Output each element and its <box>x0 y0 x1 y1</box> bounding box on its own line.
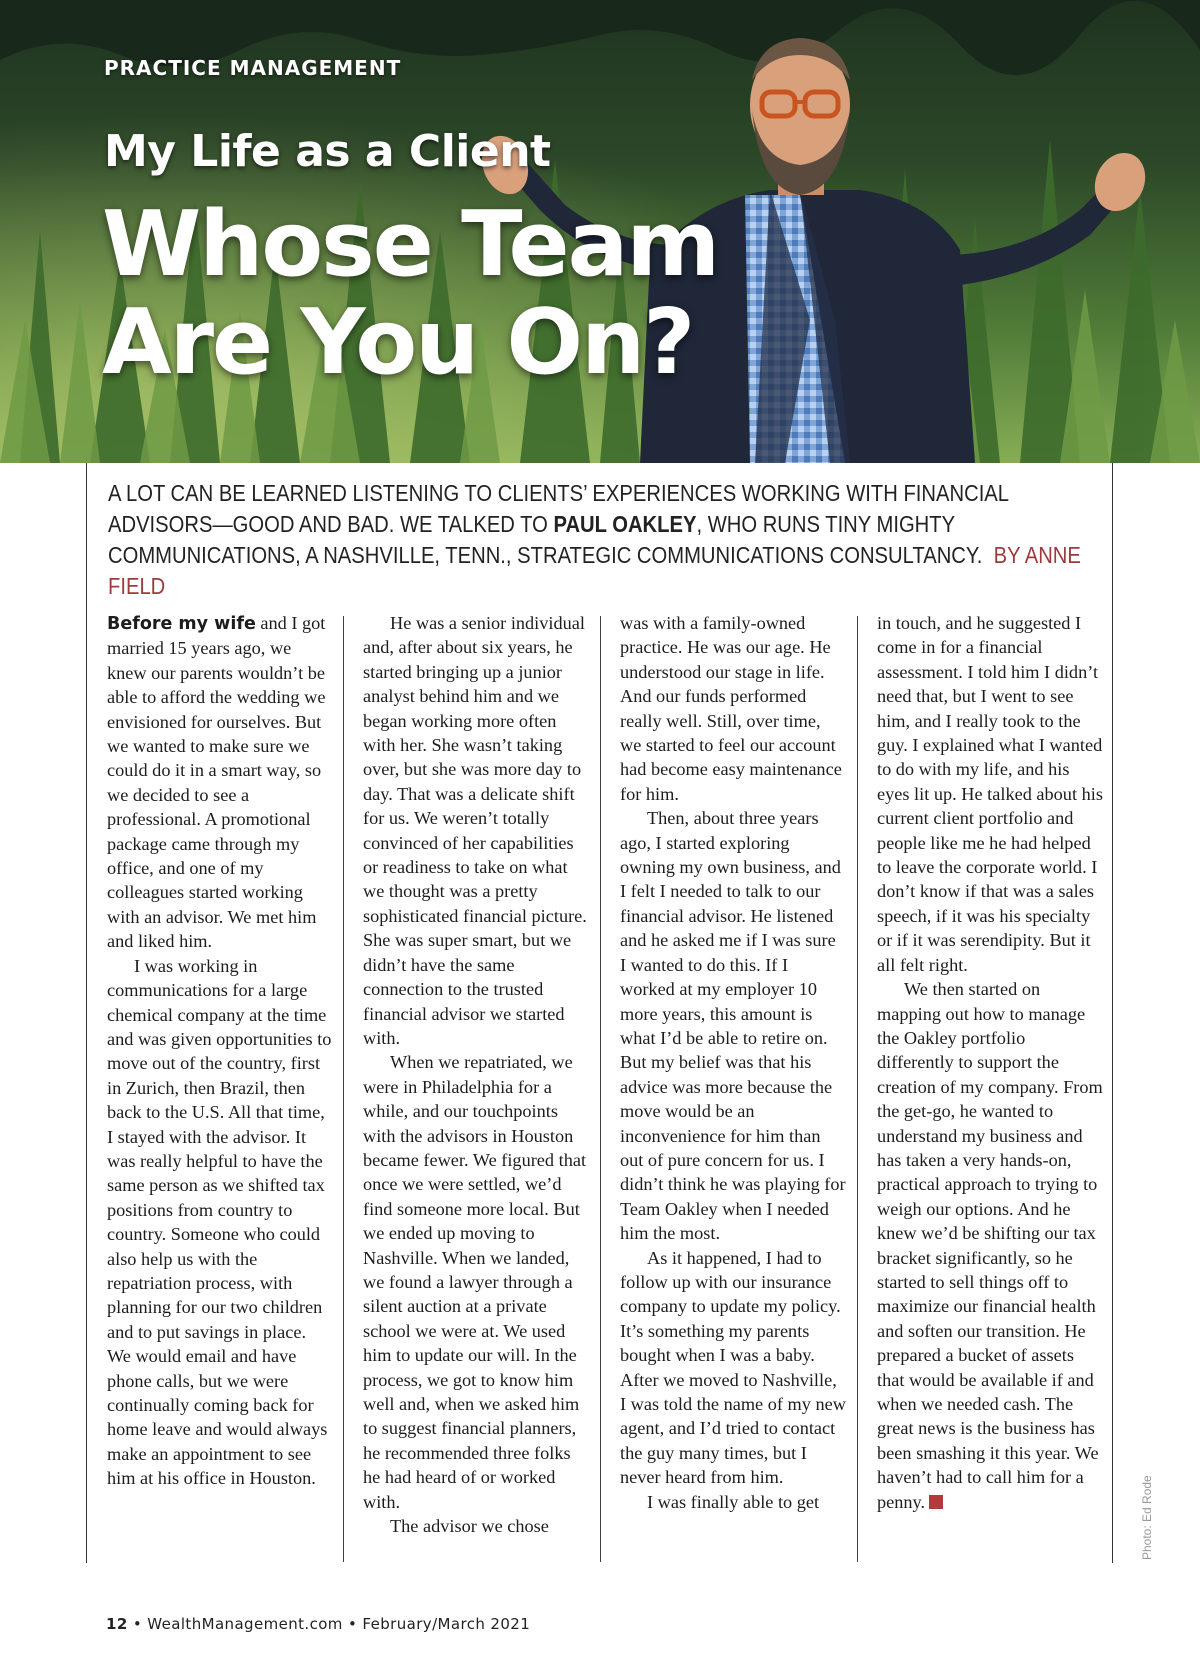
paragraph: I was working in communications for a large chemical company at the time and was given opportunities to move out of the country, first in Zurich, then Brazil, then back to the U.S. All that time, I stayed with the advisor. It was really helpful to have the same person as we shifted tax positions from country to country. Someone who could also help us with the repatriation process, with planning for our two children and to put savings in place. We would email and have phone calls, but we were continually coming back for home leave and would always make an appointment to see him at his office in Houston. <box>107 955 332 1489</box>
paragraph: He was a senior individual and, after about six years, he started bringing up a junior analyst behind him and we began working more often with her. She wasn’t taking over, but she was more day to day. That was a delicate shift for us. We weren’t totally convinced of her capabilities or readiness to take on what we thought was a pretty sophisticated financial picture. She was super smart, but we didn’t have the same connection to the trusted financial advisor we started with. <box>363 613 587 1048</box>
page-footer <box>106 1615 530 1633</box>
page-number: 12 <box>106 1615 128 1633</box>
paragraph <box>877 977 1103 1514</box>
article-column-2 <box>363 611 589 1566</box>
paragraph: was with a family-owned practice. He was our age. He understood our stage in life. And our funds performed really well. Still, over time, we started to feel our account had become easy maintenance for him. <box>620 613 842 804</box>
column-rule <box>600 616 601 1562</box>
paragraph: When we repatriated, we were in Philadelphia for a while, and our touchpoints with the advisors in Houston became fewer. We figured that once we were settled, we’d find someone more local. But we ended up moving to Nashville. When we landed, we found a lawyer through a silent auction at a private school we were at. We used him to update our will. In the process, we got to know him well and, when we asked him to suggest financial planners, he recommended three folks he had heard of or worked with. <box>363 1052 587 1512</box>
lead-in: Before my wife <box>107 614 256 634</box>
paragraph: in touch, and he suggested I come in for a financial assessment. I told him I didn’t need that, but I went to see him, and I really took to the guy. I explained what I wanted to do with my life, and his eyes lit up. He talked about his current client portfolio and people like me he had helped to leave the corporate world. I don’t know if that was a sales speech, if it was his specialty or if it was serendipity. But it all felt right. <box>877 613 1103 975</box>
article-headline <box>102 192 802 395</box>
frame-left-rule <box>86 463 87 1563</box>
article-column-4 <box>877 611 1103 1566</box>
photo-credit: Photo: Ed Rode <box>1140 1475 1154 1560</box>
deck-text-before: A LOT CAN BE LEARNED LISTENING TO CLIENTS’ EXPERIENCES WORKING WITH FINANCIAL ADVISORS—GOOD AND BAD. WE TALKED TO <box>108 480 1009 537</box>
paragraph <box>107 611 333 954</box>
paragraph-text: and I got married 15 years ago, we knew our parents wouldn’t be able to afford the wedding we envisioned for ourselves. But we wanted to make sure we could do it in a smart way, so we decided to see a professional. A promotional package came through my office, and one of my colleagues started working with an advisor. We met him and liked him. <box>107 613 326 952</box>
paragraph: As it happened, I had to follow up with our insurance company to update my policy. It’s something my parents bought when I was a baby. After we moved to Nashville, I was told the name of my new agent, and I’d tried to contact the guy many times, but I never heard from him. <box>620 1247 846 1488</box>
frame-right-rule <box>1112 463 1113 1563</box>
article-column-3 <box>620 611 846 1566</box>
footer-text: • WealthManagement.com • February/March 2021 <box>127 1615 531 1633</box>
paragraph: Then, about three years ago, I started exploring owning my own business, and I felt I needed to talk to our financial advisor. He listened and he asked me if I was sure I wanted to do this. If I worked at my employer 10 more years, this amount is what I’d be able to retire on. But my belief was that his advice was more because the move would be an inconvenience for him than out of pure concern for us. I didn’t think he was playing for Team Oakley when I needed him the most. <box>620 808 846 1244</box>
deck-subject-name: PAUL OAKLEY <box>553 511 697 537</box>
deck-text-after: , WHO RUNS TINY MIGHTY COMMUNICATIONS, A NASHVILLE, TENN., STRATEGIC COMMUNICATIONS CONSULTANCY. <box>108 511 983 568</box>
headline-line-2: Are You On? <box>102 290 694 395</box>
paragraph: The advisor we chose <box>390 1516 549 1537</box>
article-deck <box>108 478 1088 602</box>
byline: BY ANNE FIELD <box>108 542 1081 599</box>
headline-line-1: Whose Team <box>102 192 719 297</box>
end-mark-icon <box>929 1495 943 1509</box>
paragraph-text: We then started on mapping out how to manage the Oakley portfolio differently to support the creation of my company. From the get-go, he wanted to understand my business and has taken a very hands-on, practical approach to trying to weigh our options. And he knew we’d be shifting our tax bracket significantly, so he started to sell things off to maximize our financial health and soften our transition. He prepared a bucket of assets that would be available if and when we needed cash. The great news is the business has been smashing it this year. We haven’t had to call him for a penny. <box>877 979 1103 1512</box>
column-rule <box>857 616 858 1562</box>
hero-photo <box>0 0 1200 463</box>
paragraph: I was finally able to get <box>647 1491 820 1512</box>
section-label: PRACTICE MANAGEMENT <box>104 56 402 80</box>
column-rule <box>343 616 344 1562</box>
article-kicker: My Life as a Client <box>104 126 551 177</box>
article-column-1 <box>107 611 333 1566</box>
